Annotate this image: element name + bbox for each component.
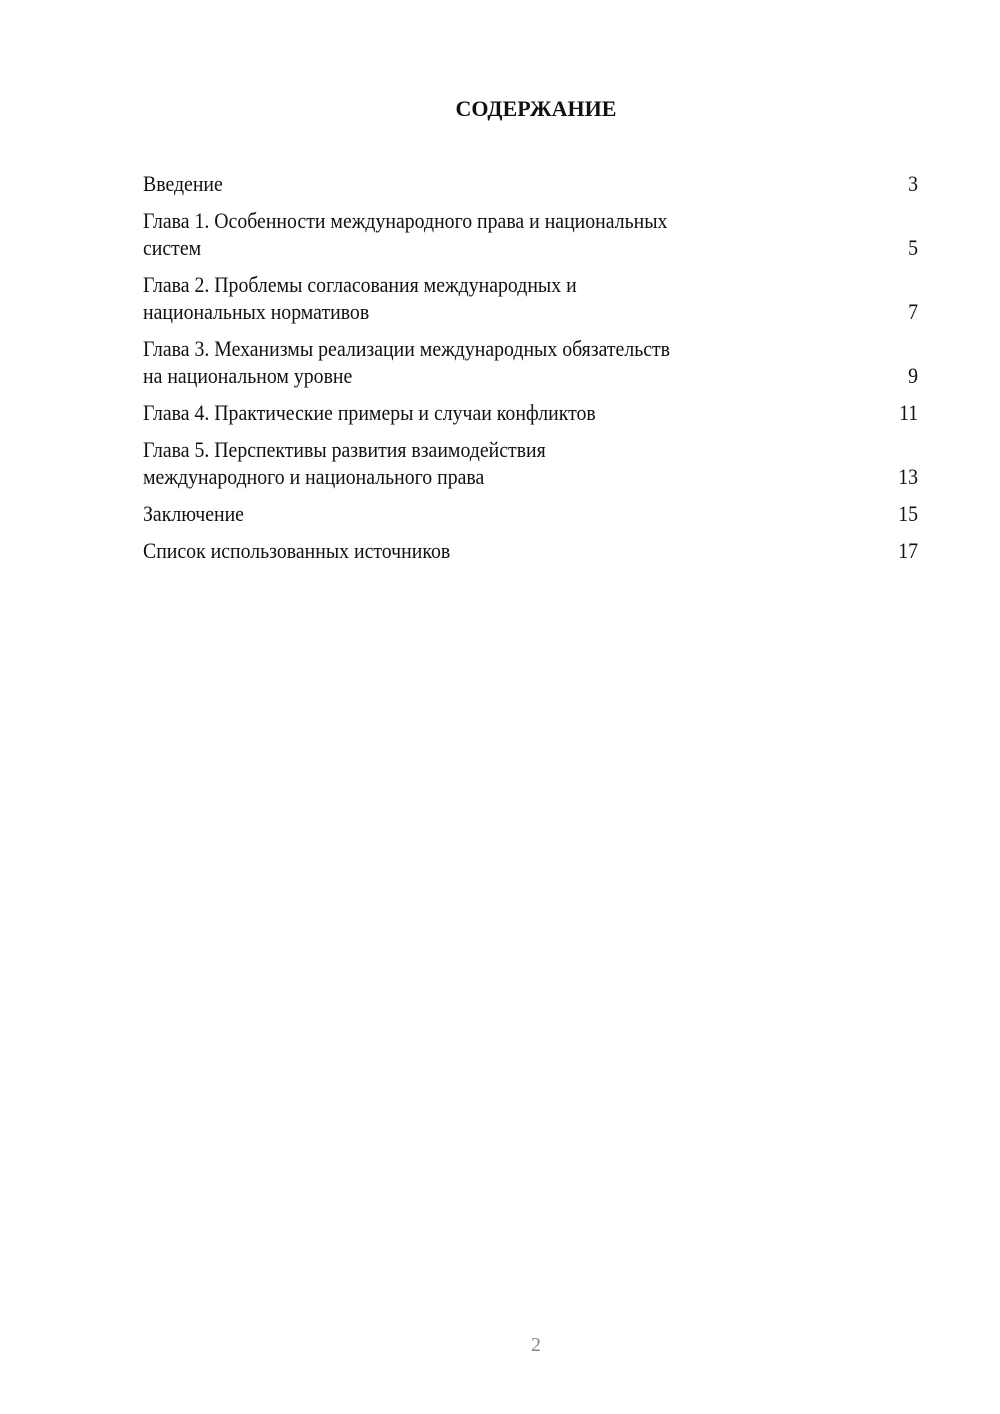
toc-entry-title-line: Глава 4. Практические примеры и случаи конфликтов <box>143 400 596 425</box>
toc-entry-page: 17 <box>898 538 918 563</box>
page-title: СОДЕРЖАНИЕ <box>455 96 617 121</box>
toc-entry[interactable] <box>143 335 918 389</box>
toc-entry-page: 7 <box>908 299 918 324</box>
page-number: 2 <box>531 1334 541 1356</box>
toc-entry-page: 11 <box>898 400 918 425</box>
toc-entry-page: 3 <box>908 171 918 196</box>
toc-entry-title-line: Заключение <box>143 501 244 526</box>
toc-entry[interactable] <box>143 436 918 490</box>
toc-entry-page: 15 <box>898 501 918 526</box>
toc-entry-page: 5 <box>908 235 918 260</box>
toc-entry[interactable] <box>143 271 918 325</box>
toc-entry-page: 13 <box>898 464 918 489</box>
toc-entry-title-line: Глава 1. Особенности международного права и национальных <box>143 208 668 233</box>
toc-entry[interactable] <box>143 170 918 197</box>
toc-entry[interactable] <box>143 207 918 261</box>
toc-entry-title-line: Введение <box>143 171 223 196</box>
toc-entry-page: 9 <box>908 363 918 388</box>
toc-entry[interactable] <box>143 500 918 527</box>
toc-entry[interactable] <box>143 399 918 426</box>
toc-entry-title-line: Список использованных источников <box>143 538 451 563</box>
toc-entry-title-line: международного и национального права <box>143 464 485 489</box>
toc-entry-title-line: Глава 3. Механизмы реализации международных обязательств <box>143 336 671 361</box>
toc-entry[interactable] <box>143 537 918 564</box>
toc-entry-title-line: национальных нормативов <box>143 299 370 324</box>
toc-entry-title-line: систем <box>143 235 202 260</box>
toc-entry-title-line: Глава 5. Перспективы развития взаимодействия <box>143 437 546 462</box>
toc-entry-title-line: на национальном уровне <box>143 363 353 388</box>
toc-entry-title-line: Глава 2. Проблемы согласования международных и <box>143 272 577 297</box>
table-of-contents <box>143 170 918 574</box>
